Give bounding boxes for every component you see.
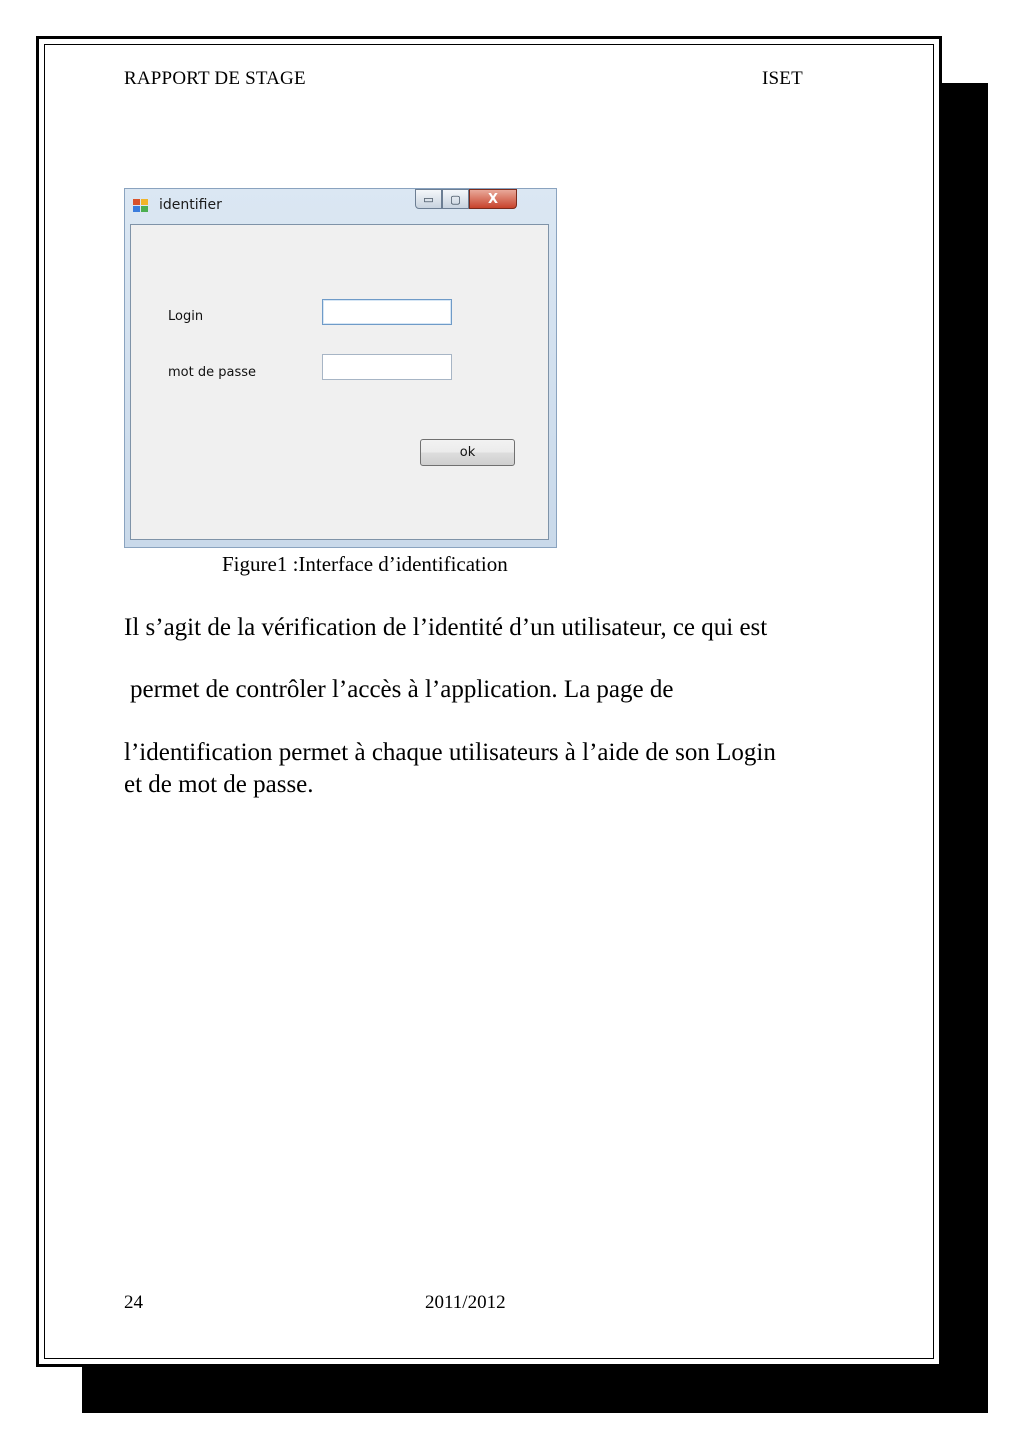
identifier-dialog-screenshot <box>124 188 557 548</box>
figure-caption: Figure1 :Interface d’identification <box>222 552 508 576</box>
window-controls <box>415 189 517 211</box>
password-input[interactable] <box>322 354 452 380</box>
header-left: RAPPORT DE STAGE <box>124 68 306 89</box>
page-shadow-bottom <box>82 1366 988 1413</box>
body-line-2: permet de contrôler l’accès à l’application. La page de <box>130 676 674 703</box>
page-number: 24 <box>124 1292 143 1313</box>
body-line-4: et de mot de passe. <box>124 771 314 798</box>
footer-year: 2011/2012 <box>425 1292 506 1313</box>
page-shadow-right <box>940 83 988 1413</box>
minimize-button[interactable]: ▭ <box>415 189 442 209</box>
dialog-title: identifier <box>159 197 222 213</box>
dialog-titlebar <box>125 189 556 223</box>
dialog-client-area <box>130 224 549 540</box>
body-line-1: Il s’agit de la vérification de l’identité d’un utilisateur, ce qui est <box>124 614 768 641</box>
password-label: mot de passe <box>168 365 256 380</box>
ok-button[interactable]: ok <box>420 439 515 466</box>
header-right: ISET <box>762 68 803 89</box>
login-label: Login <box>168 309 204 324</box>
body-line-3: l’identification permet à chaque utilisateurs à l’aide de son Login <box>124 739 776 766</box>
maximize-button[interactable]: ▢ <box>442 189 469 209</box>
login-input[interactable] <box>322 299 452 325</box>
form-icon <box>133 199 149 213</box>
close-button[interactable]: X <box>469 189 517 209</box>
